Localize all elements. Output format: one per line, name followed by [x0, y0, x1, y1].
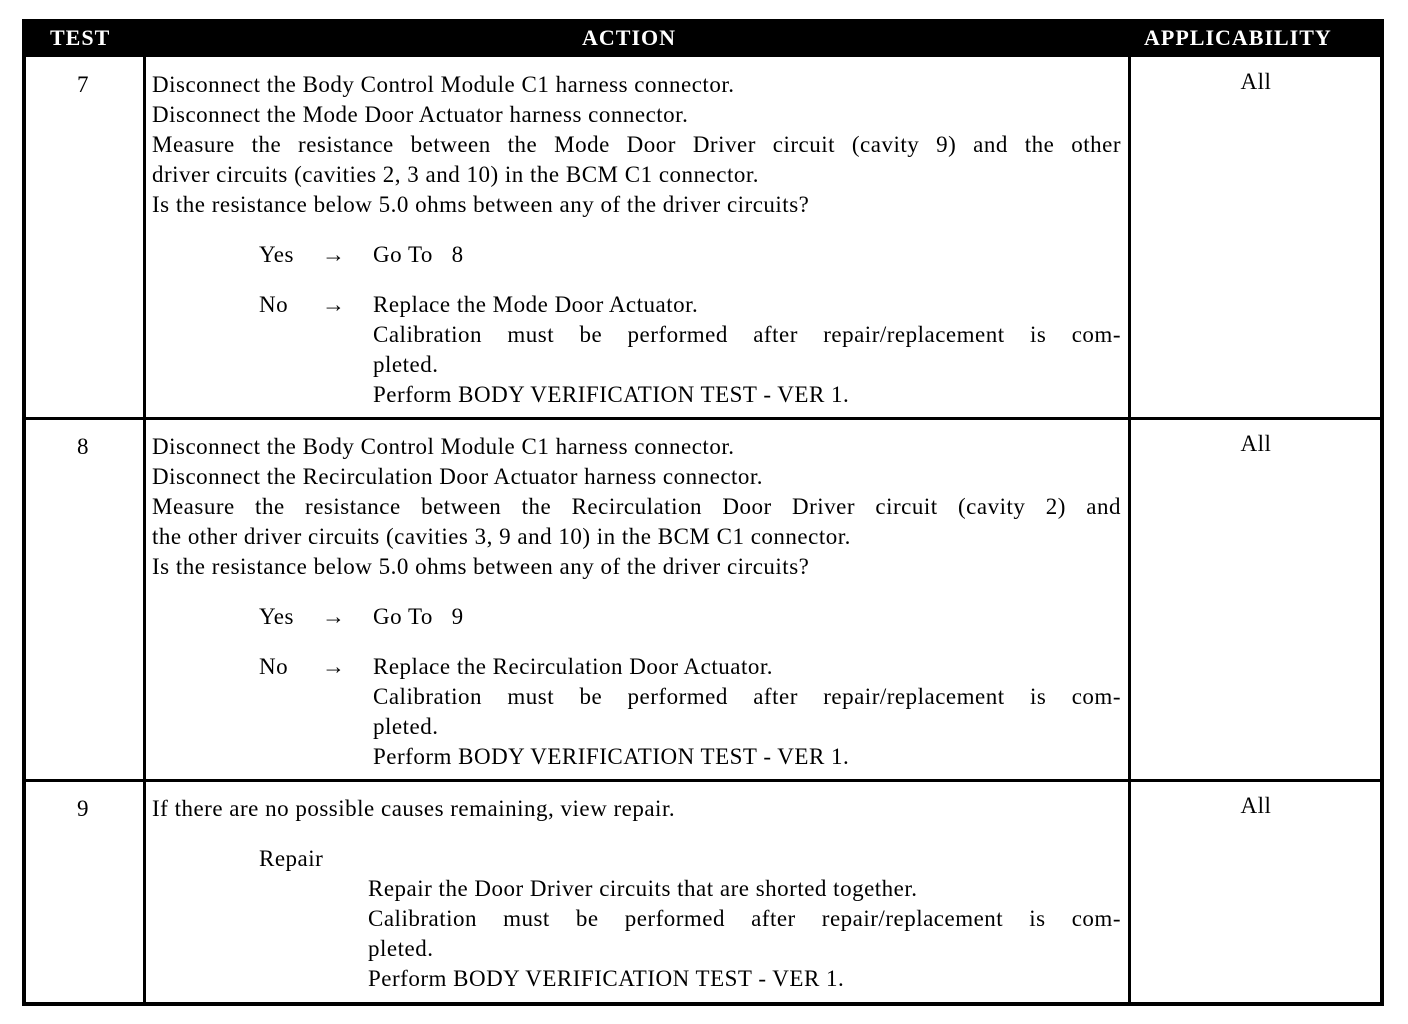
yes-response — [152, 602, 1121, 632]
table-header — [22, 19, 1384, 57]
repair-label: Repair — [259, 846, 324, 871]
column-divider — [143, 57, 146, 1006]
action-line: Is the resistance below 5.0 ohms between any of the driver circuits? — [152, 554, 810, 579]
no-label: No — [259, 654, 289, 679]
repair-line: Perform BODY VERIFICATION TEST - VER 1. — [368, 966, 845, 991]
no-line: Perform BODY VERIFICATION TEST - VER 1. — [373, 744, 850, 769]
yes-label: Yes — [259, 604, 294, 629]
yes-text: Go To 8 — [373, 242, 464, 267]
action-line: driver circuits (cavities 2, 3 and 10) in the BCM C1 connector. — [152, 162, 760, 187]
action-line: Measure the resistance between the Mode Door Driver circuit (cavity 9) and the other — [152, 132, 1121, 157]
test-number: 9 — [77, 796, 89, 821]
repair-line: Repair the Door Driver circuits that are shorted together. — [368, 876, 918, 901]
no-line: Perform BODY VERIFICATION TEST - VER 1. — [373, 382, 850, 407]
action-line: the other driver circuits (cavities 3, 9 and 10) in the BCM C1 connector. — [152, 524, 851, 549]
action-line: If there are no possible causes remaining, view repair. — [152, 796, 676, 821]
border-right — [1380, 19, 1384, 1006]
action-cell — [152, 70, 1121, 410]
no-response — [152, 290, 1121, 320]
test-number: 8 — [77, 434, 89, 459]
header-applicability: APPLICABILITY — [1144, 25, 1332, 50]
action-line: Disconnect the Recirculation Door Actuator harness connector. — [152, 464, 764, 489]
repair-line: pleted. — [368, 936, 434, 961]
no-line: Calibration must be performed after repair/replacement is com- — [373, 684, 1121, 709]
arrow-icon: → — [322, 604, 346, 629]
arrow-icon: → — [322, 242, 346, 267]
no-text: Replace the Recirculation Door Actuator. — [373, 654, 774, 679]
repair-line: Calibration must be performed after repair/replacement is com- — [368, 906, 1121, 931]
border-bottom — [22, 1002, 1384, 1006]
no-text: Replace the Mode Door Actuator. — [373, 292, 699, 317]
header-action: ACTION — [582, 25, 677, 50]
yes-label: Yes — [259, 242, 294, 267]
no-line: pleted. — [373, 352, 439, 377]
no-response — [152, 652, 1121, 682]
action-line: Disconnect the Mode Door Actuator harness connector. — [152, 102, 689, 127]
no-line: Calibration must be performed after repair/replacement is com- — [373, 322, 1121, 347]
no-label: No — [259, 292, 289, 317]
column-divider — [1128, 57, 1131, 1006]
row-divider — [22, 417, 1384, 420]
no-line: pleted. — [373, 714, 439, 739]
action-cell — [152, 432, 1121, 772]
action-line: Is the resistance below 5.0 ohms between any of the driver circuits? — [152, 192, 810, 217]
test-number: 7 — [77, 72, 89, 97]
arrow-icon: → — [322, 654, 346, 679]
action-line: Disconnect the Body Control Module C1 harness connector. — [152, 72, 735, 97]
applicability: All — [1240, 793, 1272, 818]
action-line: Disconnect the Body Control Module C1 harness connector. — [152, 434, 735, 459]
arrow-icon: → — [322, 292, 346, 317]
border-left — [22, 19, 26, 1006]
yes-response — [152, 240, 1121, 270]
action-cell — [152, 794, 1121, 994]
header-test: TEST — [50, 25, 111, 50]
applicability: All — [1240, 431, 1272, 456]
applicability: All — [1240, 69, 1272, 94]
yes-text: Go To 9 — [373, 604, 464, 629]
action-line: Measure the resistance between the Recirculation Door Driver circuit (cavity 2) and — [152, 494, 1121, 519]
row-divider — [22, 779, 1384, 782]
